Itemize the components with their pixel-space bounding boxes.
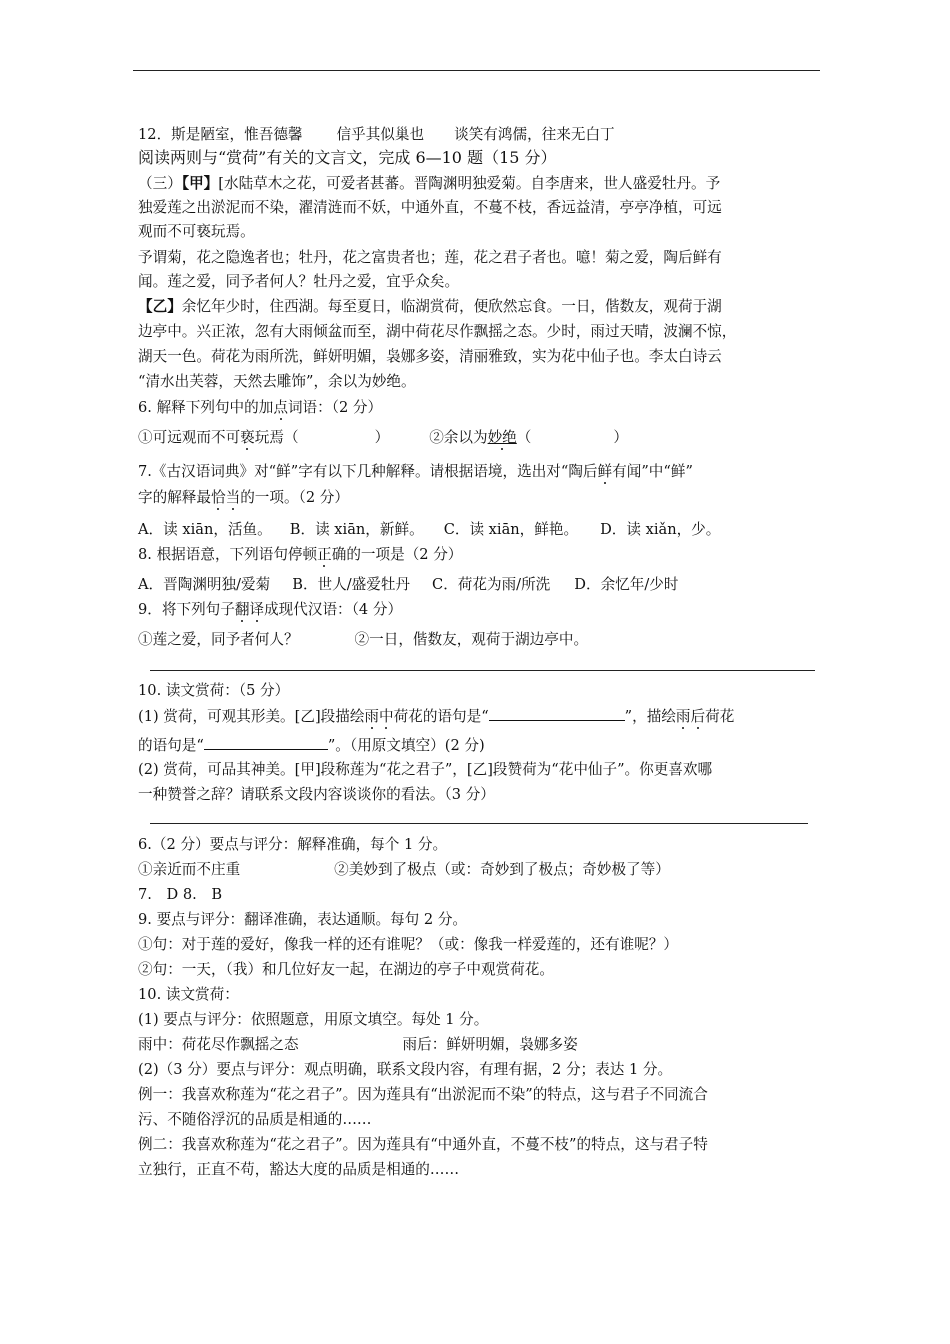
q10-p1-dot3: 雨: [675, 708, 691, 725]
q8-stem-a: 8. 根据语意，下列语句停顿: [138, 546, 318, 563]
q10-title: 10. 读文赏荷：（5 分）: [138, 682, 290, 699]
answer-10-head: 10. 读文赏荷：: [138, 986, 239, 1003]
q10-p1-line2-b: ”。（用原文填空）(2 分): [327, 737, 485, 754]
passage-yi-label: 【乙】: [138, 298, 182, 315]
q6-item1-post: 玩焉（: [254, 429, 299, 446]
q6-item1-pre: ①可远观而不可: [138, 429, 241, 446]
example-2-line-1: 例二：我喜欢称莲为“花之君子”。因为莲具有“中通外直，不蔓不枝”的特点，这与君子特: [138, 1136, 708, 1153]
q6-item2-word: 妙绝: [487, 429, 517, 446]
q8-stem: [138, 545, 462, 565]
passage-jia-line-1: [138, 174, 720, 194]
q6-item1-word: 亵: [240, 429, 255, 446]
q9-stem-dot1: 翻: [234, 601, 250, 618]
q6-items: [138, 428, 628, 448]
q7-option-a[interactable]: A．读 xiān，活鱼。: [138, 521, 272, 538]
passage-yi-line-3: 湖天一色。荷花为雨所洗，鲜妍明媚，袅娜多姿，清丽雅致，实为花中仙子也。李太白诗云: [138, 348, 722, 365]
q7-stem-dot: 鲜: [597, 463, 613, 480]
answer-6-items: [138, 860, 670, 880]
answer-10-part1: (1) 要点与评分：依照题意，用原文填空。每处 1 分。: [138, 1011, 489, 1028]
answer-10-part1-items: [138, 1035, 578, 1055]
q7-option-d[interactable]: D．读 xiǎn，少。: [600, 521, 721, 538]
line12-part-c: 谈笑有鸿儒，往来无白丁: [454, 126, 615, 143]
example-2-line-2: 立独行，正直不苟，豁达大度的品质是相通的……: [138, 1161, 460, 1178]
q6-item1-close: ）: [374, 429, 390, 446]
q9-stem-a: 9．将下列句子: [138, 601, 235, 618]
q10-p1-dot4: 后: [690, 708, 706, 725]
q7-stem-a: 7.《古汉语词典》对“鲜”字有以下几种解释。请根据语境，选出对“陶后: [138, 463, 598, 480]
section-label: （三）: [138, 175, 182, 192]
passage-jia-label: 【甲】: [181, 175, 219, 192]
answer-10-rain-after: 雨后：鲜妍明媚，袅娜多姿: [402, 1036, 578, 1053]
passage-yi-text-1: 余忆年少时，住西湖。每至夏日，临湖赏荷，便欣然忘食。一日，偕数友，观荷于湖: [181, 298, 722, 315]
q10-p1-c: ”，描绘: [624, 708, 676, 725]
example-1-line-2: 污、不随俗浮沉的品质是相通的……: [138, 1111, 372, 1128]
q6-stem: [138, 398, 382, 418]
q7-options: [138, 520, 720, 540]
passage-jia-text-1: [水陆草木之花，可爱者甚蕃。晋陶渊明独爱菊。自李唐来，世人盛爱牡丹。予: [218, 175, 721, 192]
q10-blank-1[interactable]: [489, 706, 625, 721]
q10-part1-line1: [138, 706, 734, 727]
q9-sentence-1: ①莲之爱，同予者何人？: [138, 631, 299, 648]
q8-options: [138, 575, 678, 595]
q9-sentence-2: ②一日，偕数友，观荷于湖边亭中。: [354, 631, 589, 648]
q8-option-c[interactable]: C．荷花为雨/所洗: [432, 576, 551, 593]
passage-jia-line-2: 独爱莲之出淤泥而不染，濯清涟而不妖，中通外直，不蔓不枝，香远益清，亭亭净植，可远: [138, 199, 722, 216]
q8-option-d[interactable]: D．余忆年/少时: [574, 576, 679, 593]
answer-6-head: 6.（2 分）要点与评分：解释准确，每个 1 分。: [138, 836, 448, 853]
q7-line2-a: 字的解释最: [138, 489, 211, 506]
q6-item2-pre: ②余以为: [429, 429, 488, 446]
q7-line2-b: 的一项。（2 分）: [240, 489, 349, 506]
q9-sentences: [138, 630, 588, 650]
q6-item2-post: （: [516, 429, 532, 446]
q10-p1-e: 荷花: [705, 708, 735, 725]
q7-option-b[interactable]: B．读 xiān，新鲜。: [289, 521, 424, 538]
q10-p1-a: (1) 赏荷，可观其形美。[乙]段描绘: [138, 708, 365, 725]
passage-jia-line-4: 予谓菊，花之隐逸者也；牡丹，花之富贵者也；莲，花之君子者也。噫！菊之爱，陶后鲜有: [138, 249, 722, 266]
q10-part2-line1: (2) 赏荷，可品其神美。[甲]段称莲为“花之君子”，[乙]段赞荷为“花中仙子”。你更喜欢哪: [138, 761, 713, 778]
passage-yi-line-2: 边亭中。兴正浓，忽有大雨倾盆而至，湖中荷花尽作飘摇之态。少时，雨过天晴，波澜不惊，: [138, 323, 737, 340]
q10-p1-dot2: 中: [379, 708, 394, 725]
q8-stem-dot: 正: [317, 546, 332, 563]
q10-answer-line[interactable]: [150, 823, 808, 824]
q6-item2-close: ）: [613, 429, 628, 446]
answer-10-rain-during: 雨中：荷花尽作飘摇之态: [138, 1036, 299, 1053]
q8-option-a[interactable]: A．晋陶渊明独/爱菊: [138, 576, 271, 593]
header-rule: [133, 70, 820, 71]
passage-jia-line-3: 观而不可亵玩焉。: [138, 223, 255, 240]
q9-answer-line[interactable]: [150, 670, 815, 671]
q9-stem-b: 成现代汉语：（4 分）: [264, 601, 403, 618]
example-1-line-1: 例一：我喜欢称莲为“花之君子”。因为莲具有“出淤泥而不染”的特点，这与君子不同流合: [138, 1086, 708, 1103]
q7-stem-line-2: [138, 488, 349, 508]
q6-stem-a: 6. 解释下列句中的加: [138, 399, 274, 416]
q10-blank-2[interactable]: [204, 735, 328, 750]
q10-part2-line2: 一种赞誉之辞？请联系文段内容谈谈你的看法。（3 分）: [138, 786, 495, 803]
q7-stem: [138, 462, 693, 482]
answer-10-part2: (2)（3 分）要点与评分：观点明确，联系文段内容，有理有据，2 分；表达 1 分。: [138, 1061, 673, 1078]
q6-stem-b: 词语：（2 分）: [287, 399, 383, 416]
answer-9-item-1: ①句：对于莲的爱好，像我一样的还有谁呢？（或：像我一样爱莲的，还有谁呢？）: [138, 936, 678, 953]
q10-p1-dot1: 雨: [364, 708, 380, 725]
line12-part-a: 12．斯是陋室，惟吾德馨: [138, 126, 303, 143]
reading-intro: 阅读两则与“赏荷”有关的文言文，完成 6—10 题（15 分）: [138, 148, 557, 167]
answer-9-item-2: ②句：一天，（我）和几位好友一起，在湖边的亭子中观赏荷花。: [138, 961, 554, 978]
q9-stem-dot2: 译: [249, 601, 265, 618]
line12-part-b: 信乎其似巢也: [336, 126, 425, 143]
q10-p1-b: 荷花的语句是“: [393, 708, 489, 725]
passage-jia-line-5: 闻。莲之爱，同予者何人？牡丹之爱，宜乎众矣。: [138, 273, 460, 290]
sentence-line-12: [138, 125, 615, 145]
q7-line2-dot1: 恰: [210, 489, 226, 506]
q6-stem-dot: 点: [273, 399, 288, 416]
q8-stem-b: 确的一项是（2 分）: [331, 546, 463, 563]
q7-option-c[interactable]: C．读 xiān，鲜艳。: [443, 521, 579, 538]
q8-option-b[interactable]: B．世人/盛爱牡丹: [292, 576, 411, 593]
passage-yi-line-1: [138, 297, 722, 317]
q10-part1-line2: [138, 735, 485, 756]
passage-yi-line-4: “清水出芙蓉，天然去雕饰”，余以为妙绝。: [138, 373, 416, 390]
q9-stem: [138, 600, 402, 620]
q7-line2-dot2: 当: [225, 489, 241, 506]
q10-p1-line2-a: 的语句是“: [138, 737, 204, 754]
answer-9-head: 9. 要点与评分：翻译准确，表达通顺。每句 2 分。: [138, 911, 468, 928]
answer-6-item-2: ②美妙到了极点（或：奇妙到了极点；奇妙极了等）: [334, 861, 670, 878]
answer-6-item-1: ①亲近而不庄重: [138, 861, 241, 878]
answer-7-8: 7. D 8. B: [138, 886, 223, 903]
q7-stem-b: 有闻”中“鲜”: [612, 463, 693, 480]
